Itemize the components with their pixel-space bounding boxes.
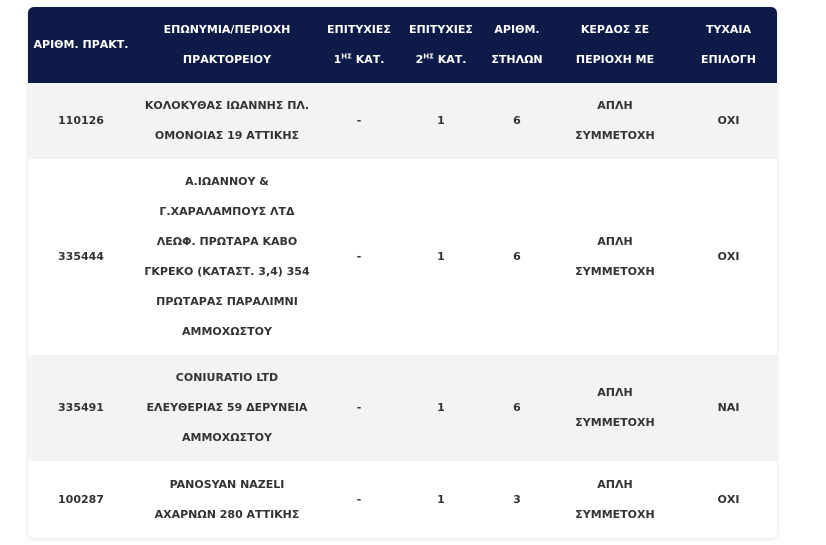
cell-gain-type: ΑΠΛΗ ΣΥΜΜΕΤΟΧΗ	[575, 99, 655, 142]
header-gain-line1: ΚΕΡΔΟΣ ΣΕ	[580, 23, 650, 36]
table-row	[28, 83, 777, 159]
header-agency-name-line1: ΕΠΩΝΥΜΙΑ/ΠΕΡΙΟΧΗ	[163, 23, 291, 36]
cell-wins-second-category: 1	[437, 250, 445, 263]
cell-agency-name	[134, 159, 320, 355]
cell-wins-second-category: 1	[437, 401, 445, 414]
cell-agency-name	[134, 83, 320, 159]
cell-gain-type: ΑΠΛΗ ΣΥΜΜΕΤΟΧΗ	[575, 477, 655, 521]
cell-wins-second-category: 1	[437, 492, 445, 506]
cell-random-selection: ΟΧΙ	[717, 250, 740, 263]
cell-wins-second-category: 1	[437, 114, 445, 127]
cell-agency-name	[134, 461, 320, 538]
agency-name-line: Γ.ΧΑΡΑΛΑΜΠΟΥΣ ΛΤΔ	[159, 205, 295, 218]
agency-name-line: ΕΛΕΥΘΕΡΙΑΣ 59 ΔΕΡΥΝΕΙΑ	[146, 401, 308, 414]
header-columns-line1: ΑΡΙΘΜ.	[494, 23, 540, 36]
header-columns-count	[484, 7, 550, 83]
agency-name-line: ΑΜΜΟΧΩΣΤΟΥ	[182, 431, 272, 444]
agency-name-line: ΠΡΩΤΑΡΑΣ ΠΑΡΑΛΙΜΝΙ	[156, 295, 298, 308]
header-agent-no	[28, 7, 134, 83]
cell-wins-first-category: -	[356, 250, 362, 263]
cell-columns-count: 6	[513, 114, 521, 127]
header-random-line2: ΕΠΙΛΟΓΗ	[701, 53, 756, 66]
header-wins1-line1: ΕΠΙΤΥΧΙΕΣ	[327, 23, 391, 36]
header-wins1-superscript: ΗΣ	[341, 52, 352, 61]
header-agency-name-line2: ΠΡΑΚΤΟΡΕΙΟΥ	[182, 53, 272, 66]
header-wins2-line1: ΕΠΙΤΥΧΙΕΣ	[409, 23, 473, 36]
cell-random-selection: ΟΧΙ	[717, 114, 740, 127]
table-row	[28, 355, 777, 461]
agency-name-line: CONIURATIO LTD	[175, 371, 279, 384]
cell-columns-count: 3	[513, 492, 521, 506]
header-wins1-line2	[324, 45, 394, 75]
header-agency-name	[134, 7, 320, 83]
agency-name-line: ΚΟΛΟΚΥΘΑΣ ΙΩΑΝΝΗΣ ΠΛ.	[144, 99, 310, 112]
cell-gain-type: ΑΠΛΗ ΣΥΜΜΕΤΟΧΗ	[575, 235, 655, 278]
agency-name-line: ΟΜΟΝΟΙΑΣ 19 ΑΤΤΙΚΗΣ	[154, 129, 300, 142]
cell-agent-no: 100287	[58, 492, 104, 506]
header-random-selection	[680, 7, 777, 83]
header-agent-no-label: ΑΡΙΘΜ. ΠΡΑΚΤ.	[33, 38, 129, 51]
agency-name-line: PANOSYAN NAZELI	[169, 477, 285, 491]
cell-agent-no: 335491	[58, 401, 104, 414]
agency-name-line: ΑΧΑΡΝΩΝ 280 ΑΤΤΙΚΗΣ	[154, 507, 300, 521]
cell-agency-name	[134, 355, 320, 461]
cell-wins-first-category: -	[356, 492, 362, 506]
header-row	[28, 7, 777, 83]
cell-wins-first-category: -	[356, 114, 362, 127]
header-gain-type	[550, 7, 680, 83]
header-wins2-suffix: ΚΑΤ.	[437, 53, 467, 66]
cell-gain-type: ΑΠΛΗ ΣΥΜΜΕΤΟΧΗ	[575, 386, 655, 429]
header-wins-second-category	[398, 7, 484, 83]
table-row	[28, 461, 777, 538]
cell-columns-count: 6	[513, 250, 521, 263]
winning-agencies-table-card	[28, 7, 777, 538]
agency-name-line: ΛΕΩΦ. ΠΡΩΤΑΡΑ ΚΑΒΟ	[156, 235, 298, 248]
cell-columns-count: 6	[513, 401, 521, 414]
header-wins2-number: 2	[415, 53, 424, 66]
header-gain-line2: ΠΕΡΙΟΧΗ ΜΕ	[575, 53, 655, 66]
header-columns-line2: ΣΤΗΛΩΝ	[491, 53, 543, 66]
agency-name-line: Α.ΙΩΑΝΝΟΥ &	[185, 175, 269, 188]
cell-wins-first-category: -	[356, 401, 362, 414]
cell-agent-no: 335444	[58, 250, 104, 263]
table-body	[28, 83, 777, 538]
header-wins1-number: 1	[333, 53, 342, 66]
winning-agencies-table	[28, 7, 777, 538]
header-wins2-line2	[402, 45, 480, 75]
table-header	[28, 7, 777, 83]
header-random-line1: ΤΥΧΑΙΑ	[705, 23, 752, 36]
agency-name-line: ΑΜΜΟΧΩΣΤΟΥ	[182, 325, 272, 338]
cell-random-selection: ΝΑΙ	[717, 401, 740, 414]
cell-agent-no: 110126	[58, 114, 104, 127]
header-wins1-suffix: ΚΑΤ.	[355, 53, 385, 66]
header-wins-first-category	[320, 7, 398, 83]
agency-name-line: ΓΚΡΕΚΟ (ΚΑΤΑΣΤ. 3,4) 354	[144, 265, 310, 278]
header-wins2-superscript: ΗΣ	[423, 52, 434, 61]
table-row	[28, 159, 777, 355]
cell-random-selection: ΟΧΙ	[717, 492, 740, 506]
